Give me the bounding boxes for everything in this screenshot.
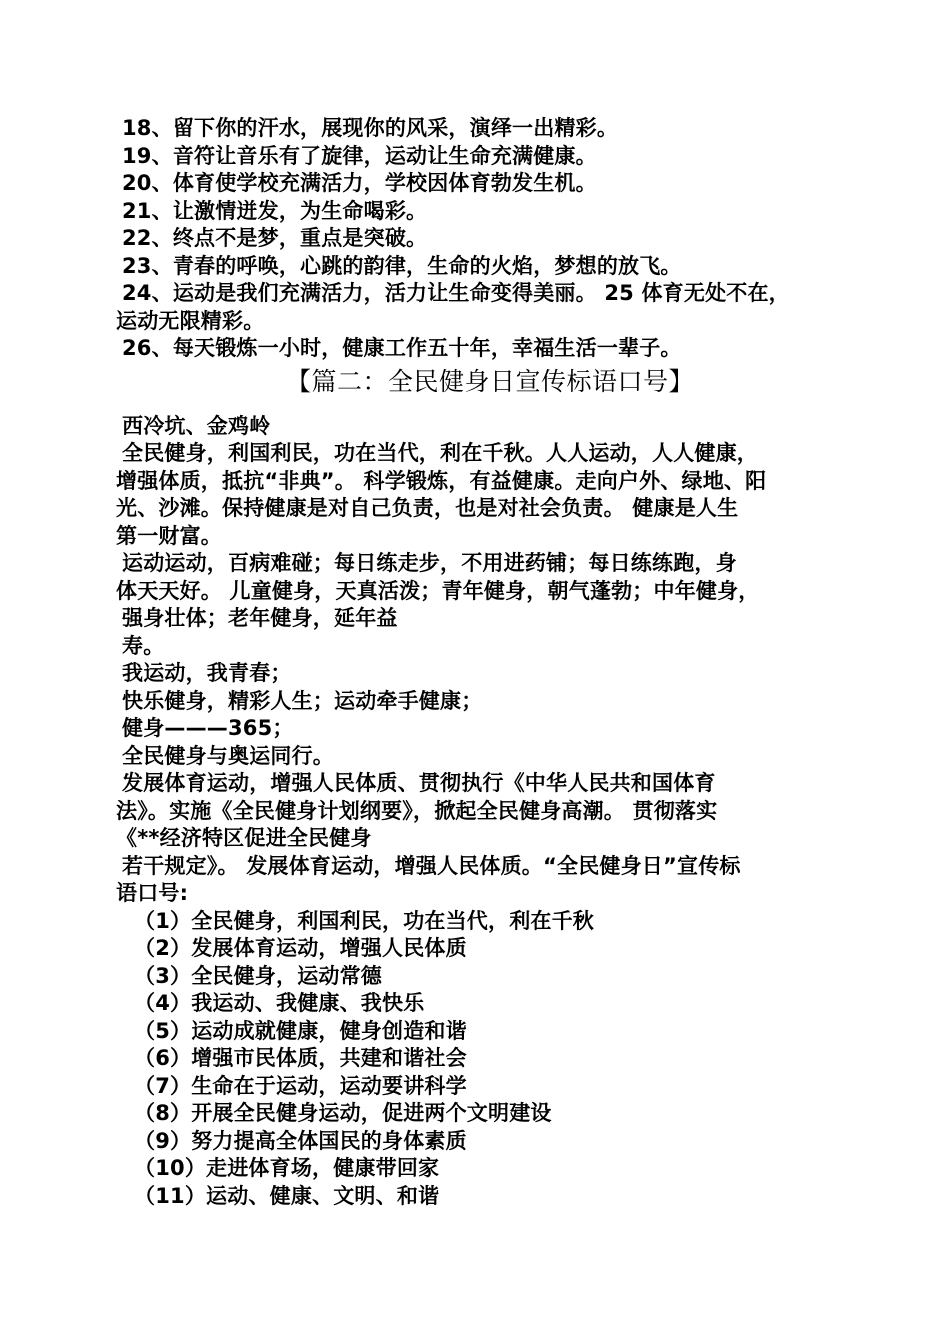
list-item: （4）我运动、我健康、我快乐: [134, 991, 425, 1015]
list-item: （2）发展体育运动，增强人民体质: [134, 936, 467, 960]
list-item: （11）运动、健康、文明、和谐: [134, 1183, 440, 1208]
slogan-line-23: 23、青春的呼唤，心跳的韵律，生命的火焰，梦想的放飞。: [122, 253, 682, 278]
slogan-line-19: 19、音符让音乐有了旋律，运动让生命充满健康。: [122, 143, 597, 168]
slogan-line-20: 20、体育使学校充满活力，学校因体育勃发生机。: [122, 171, 597, 195]
section-heading: 【篇二：全民健身日宣传标语口号】: [285, 366, 694, 396]
list-item: （8）开展全民健身运动，促进两个文明建设: [134, 1101, 552, 1125]
list-item: （7）生命在于运动，运动要讲科学: [134, 1073, 467, 1098]
slogan-line-18: 18、留下你的汗水，展现你的风采，演绎一出精彩。: [122, 116, 619, 140]
list-item: （10）走进体育场，健康带回家: [134, 1156, 440, 1180]
list-item: （1）全民健身，利国利民，功在当代，利在千秋: [134, 908, 595, 933]
paragraph-fitness-2b: 体天天好。 儿童健身，天真活泼；青年健身，朝气蓬勃；中年健身，: [116, 578, 760, 603]
slogan-line-24-part1: 24、运动是我们充满活力，活力让生命变得美丽。 25 体育无处不在，: [122, 281, 790, 305]
slogan-line-21: 21、让激情迸发，为生命喝彩。: [122, 198, 428, 223]
paragraph-fitness-1a: 全民健身，利国利民，功在当代，利在千秋。人人运动，人人健康，: [122, 441, 758, 465]
paragraph-law-c: 《**经济特区促进全民健身: [116, 826, 372, 850]
list-item: （5）运动成就健康，健身创造和谐: [134, 1018, 467, 1043]
paragraph-fitness-2c: 强身壮体；老年健身，延年益: [122, 606, 398, 630]
slogan-youth: 我运动，我青春；: [122, 661, 292, 685]
paragraph-fitness-1c: 光、沙滩。保持健康是对自己负责，也是对社会负责。 健康是人生: [116, 496, 739, 520]
slogan-line-24-part2: 运动无限精彩。: [116, 308, 265, 333]
list-item: （6）增强市民体质，共建和谐社会: [134, 1046, 467, 1070]
document-body: [116, 115, 846, 1210]
list-item: （9）努力提高全体国民的身体素质: [134, 1128, 467, 1153]
paragraph-fitness-1d: 第一财富。: [116, 523, 222, 548]
slogan-line-22: 22、终点不是梦，重点是突破。: [122, 226, 428, 250]
slogan-line-26: 26、每天锻炼一小时，健康工作五十年，幸福生活一辈子。: [122, 336, 682, 360]
paragraph-law-d: 若干规定》。 发展体育运动，增强人民体质。“全民健身日”宣传标: [122, 853, 741, 878]
paragraph-fitness-2d: 寿。: [122, 633, 165, 658]
paragraph-law-e: 语口号:: [116, 881, 189, 905]
paragraph-fitness-1b: 增强体质，抵抗“非典”。 科学锻炼，有益健康。走向户外、绿地、阳: [116, 468, 767, 493]
location-line: 西冷坑、金鸡岭: [122, 413, 271, 438]
slogan-happy-fitness: 快乐健身，精彩人生；运动牵手健康；: [122, 688, 483, 713]
paragraph-fitness-2a: 运动运动，百病难碰；每日练走步，不用进药铺；每日练练跑，身: [122, 551, 737, 575]
paragraph-law-b: 法》。实施《全民健身计划纲要》，掀起全民健身高潮。 贯彻落实: [116, 798, 718, 823]
slogan-365: 健身———365；: [122, 716, 294, 740]
slogan-olympics: 全民健身与奥运同行。: [122, 743, 334, 768]
paragraph-law-a: 发展体育运动，增强人民体质、贯彻执行《中华人民共和国体育: [122, 771, 716, 795]
list-item: （3）全民健身，运动常德: [134, 963, 383, 988]
